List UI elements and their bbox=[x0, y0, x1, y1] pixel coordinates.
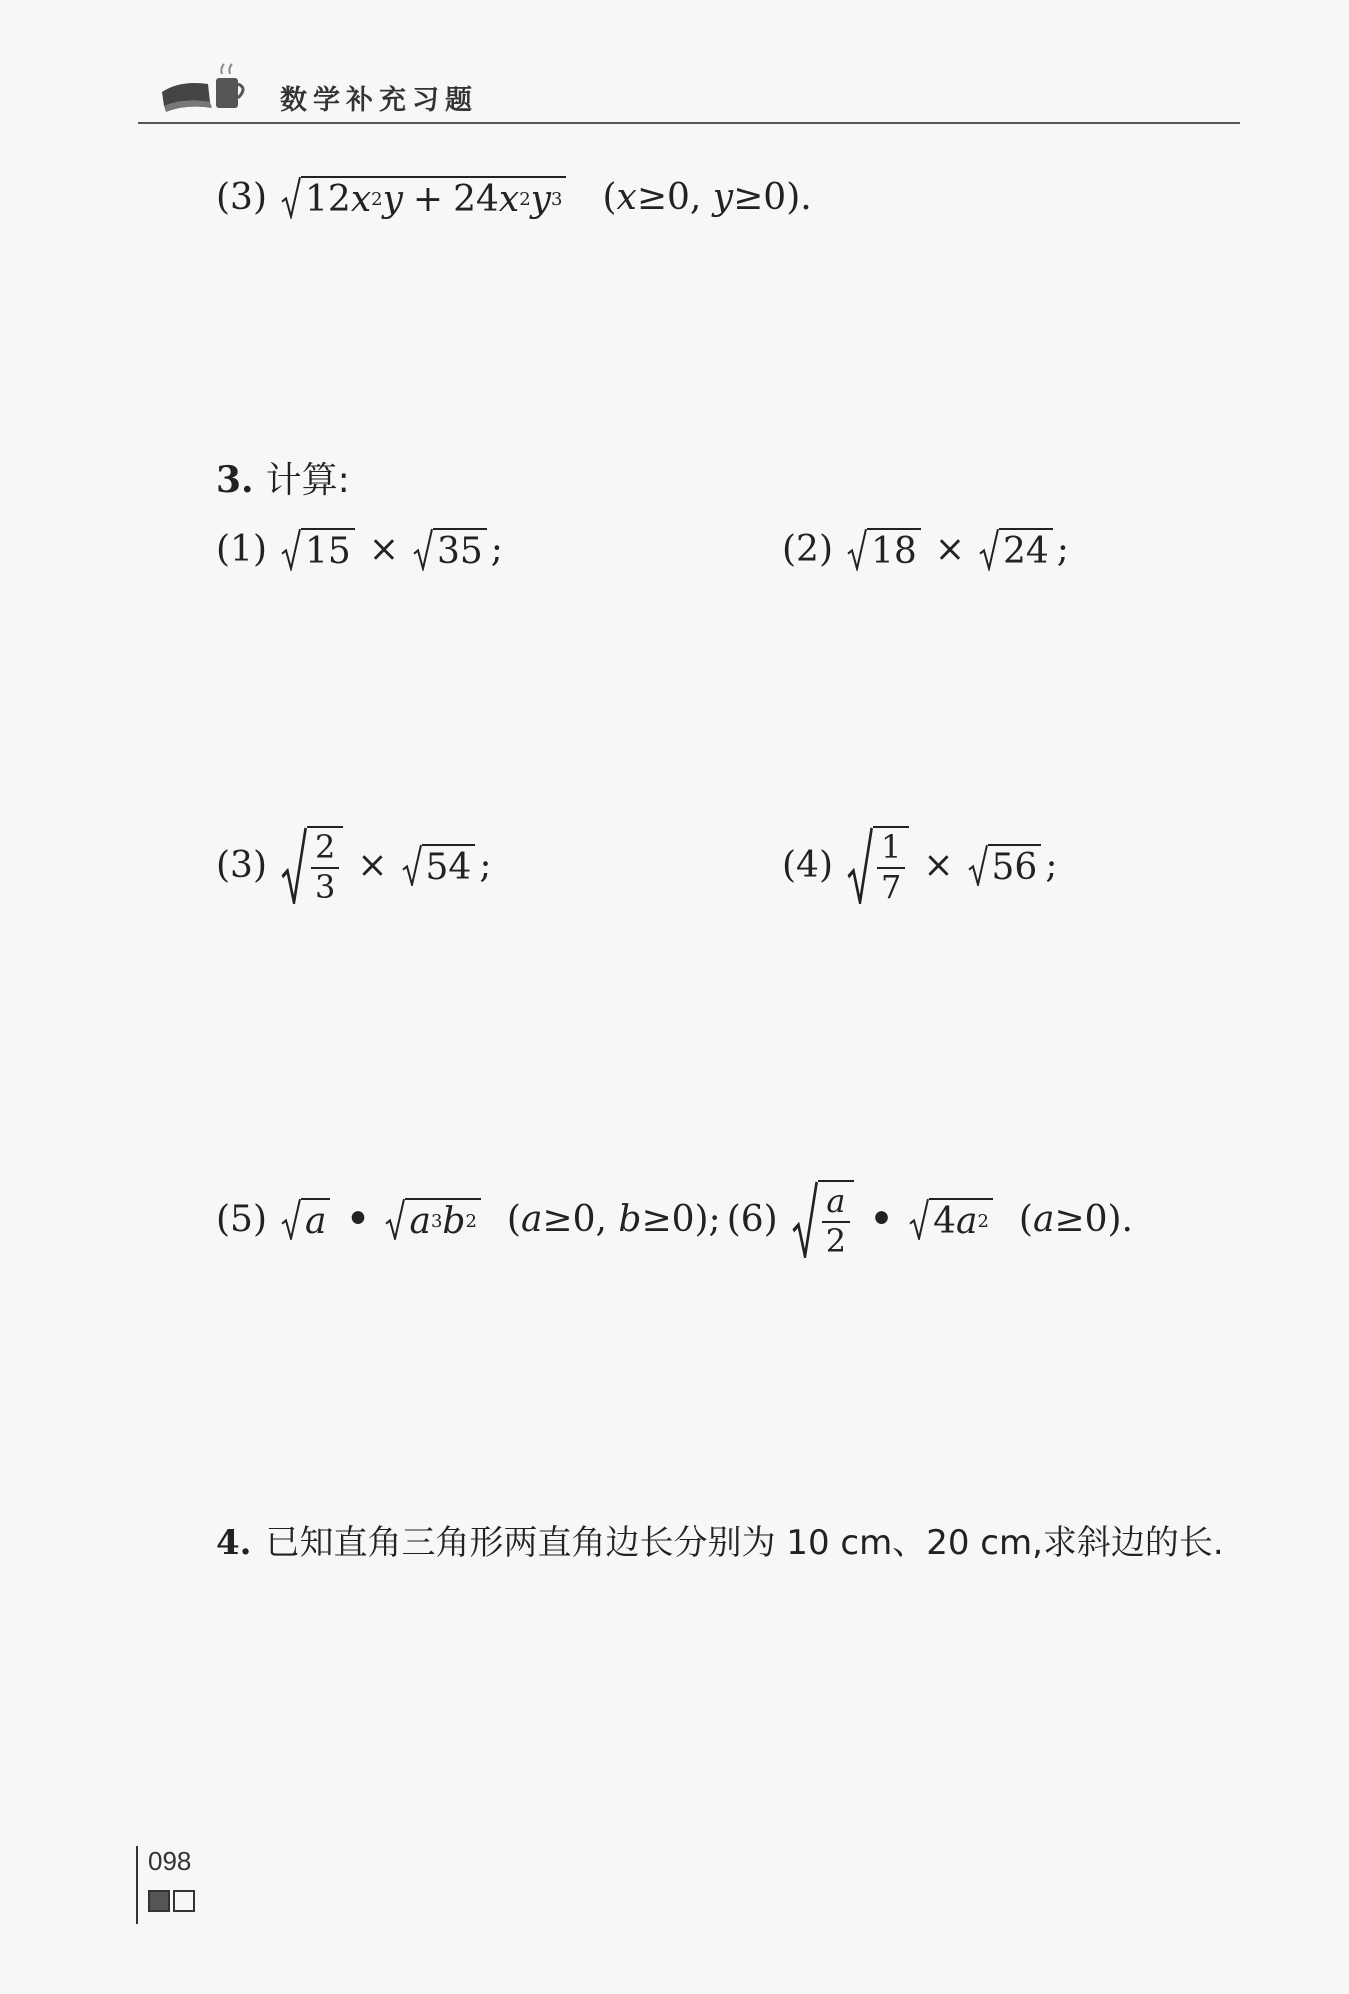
radical bbox=[792, 1180, 854, 1258]
question-3-heading: 3. 计算: bbox=[216, 459, 350, 501]
radical-sign-icon bbox=[281, 1198, 301, 1241]
page-marker-icon bbox=[148, 1890, 195, 1912]
question-3-item-3: (3) $\frac{2}{3}$ × 54 ; bbox=[216, 828, 492, 906]
radical: 4 a 2 bbox=[909, 1198, 993, 1241]
radical-sign-icon bbox=[281, 528, 301, 571]
radical-sign-icon bbox=[281, 826, 307, 904]
radical: 35 bbox=[413, 528, 487, 571]
header-divider bbox=[138, 122, 1240, 124]
fraction: $\frac{a}{2}$ bbox=[822, 1185, 850, 1258]
radical: 18 bbox=[847, 528, 921, 571]
condition: (x≥0, y≥0). bbox=[602, 176, 812, 218]
footer-divider bbox=[136, 1846, 138, 1924]
radical: a 3 b 2 bbox=[385, 1198, 480, 1241]
radical-sign-icon bbox=[413, 528, 433, 571]
question-3-item-4: (4) $\frac{1}{7}$ × 56 ; bbox=[782, 828, 1058, 906]
page-number: 098 bbox=[148, 1846, 192, 1876]
radical-sign-icon bbox=[281, 176, 301, 219]
radical: 24 bbox=[979, 528, 1053, 571]
radical: 54 bbox=[402, 844, 476, 887]
problem-2-3 bbox=[216, 176, 812, 219]
radical-sign-icon bbox=[792, 1180, 818, 1258]
radical-sign-icon bbox=[402, 844, 422, 887]
radical bbox=[281, 826, 343, 904]
fraction: $\frac{1}{7}$ bbox=[877, 831, 905, 904]
book-cup-icon bbox=[160, 62, 250, 114]
radical-sign-icon bbox=[968, 844, 988, 887]
radical-sign-icon bbox=[909, 1198, 929, 1241]
radical-sign-icon bbox=[385, 1198, 405, 1241]
radical: 56 bbox=[968, 844, 1042, 887]
header-title: 数学补充习题 bbox=[280, 85, 478, 116]
question-3-item-1: (1) 15 × 35 ; bbox=[216, 528, 503, 572]
condition: (a≥0, b≥0); bbox=[506, 1198, 721, 1240]
filled-square-icon bbox=[148, 1890, 170, 1912]
radical: a bbox=[281, 1198, 330, 1241]
item-label: (3) bbox=[216, 176, 267, 218]
radical: 12 x 2 y + 24 x 2 y 3 bbox=[281, 176, 566, 219]
empty-square-icon bbox=[173, 1890, 195, 1912]
radical-sign-icon bbox=[847, 826, 873, 904]
condition: (a≥0). bbox=[1018, 1198, 1133, 1240]
question-3-items-5-6: (5) a • a 3 b 2 (a≥0, b≥0); (6) $\frac{a}{2}$ • 4 a 2 (a≥0). bbox=[216, 1182, 1133, 1260]
radical-sign-icon bbox=[847, 528, 867, 571]
radical bbox=[847, 826, 909, 904]
fraction: $\frac{2}{3}$ bbox=[311, 831, 339, 904]
radical-sign-icon bbox=[979, 528, 999, 571]
radical: 15 bbox=[281, 528, 355, 571]
question-3-item-2: (2) 18 × 24 ; bbox=[782, 528, 1069, 572]
question-4: 4. 已知直角三角形两直角边长分别为 10 cm、20 cm,求斜边的长. bbox=[216, 1523, 1224, 1563]
